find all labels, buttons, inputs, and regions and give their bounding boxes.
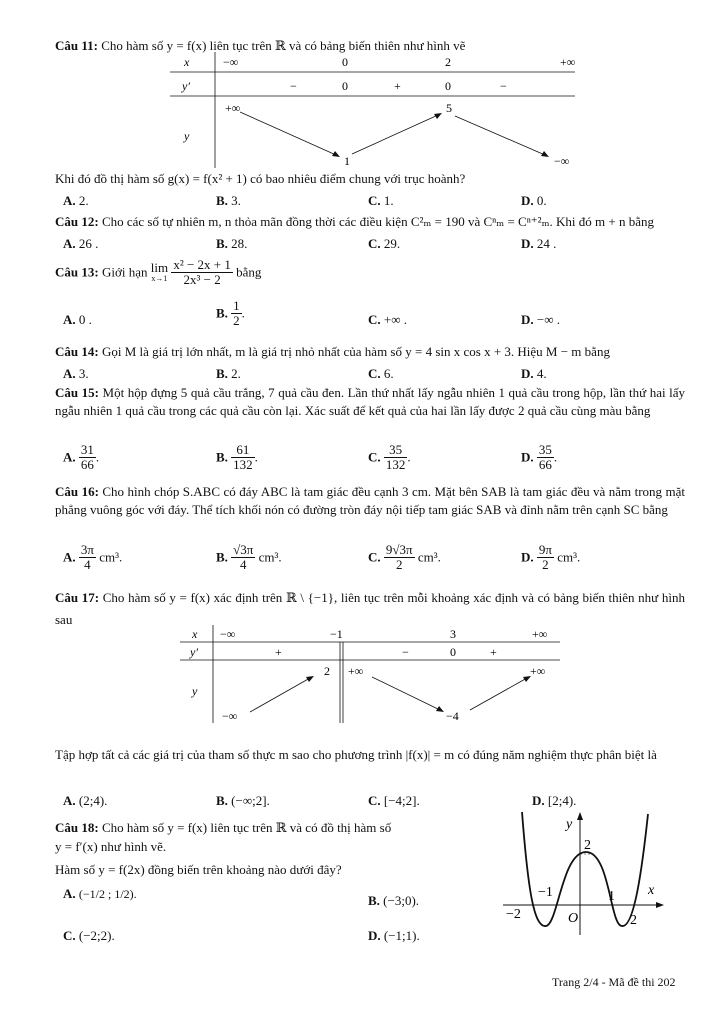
q17-x-2: −1 — [330, 627, 343, 641]
q16-option-d[interactable]: D. $\frac{9\pi}{2}$ cm³. — [521, 542, 581, 572]
q13-label: Câu 13: — [55, 264, 99, 280]
q11-y-3: 5 — [446, 101, 452, 115]
q17-row-x: x — [192, 627, 198, 641]
q15-option-d[interactable]: D. $\frac{35}{66}$ . — [521, 442, 558, 472]
q13-fraction: $\frac{\text{x² − 2x + 1}}{\text{2x³ − 2}}$ — [173, 257, 231, 287]
q18-graph-label-2b: 2 — [630, 913, 637, 928]
q11-x-2: 0 — [342, 55, 348, 69]
q18-text1: Cho hàm số y = f(x) liên tục trên ℝ và có đồ thị hàm số — [101, 820, 392, 835]
q11-row-dy: y′ — [182, 79, 190, 93]
q11-y-4: −∞ — [554, 154, 570, 168]
q13-text-pre: Giới hạn — [101, 264, 148, 280]
q11-option-a[interactable]: A. 2. — [63, 193, 89, 208]
q17-dy-2: − — [402, 645, 409, 659]
q17-dy-3: 0 — [450, 645, 456, 659]
q13-lim: lim x→1 — [150, 259, 169, 283]
q17-dy-1: + — [275, 645, 282, 659]
q17-x-4: +∞ — [532, 627, 548, 641]
q12-option-c[interactable]: C. 29. — [368, 236, 401, 251]
q18-graph-y-label: y — [566, 817, 573, 832]
q18-graph-label-2: 2 — [584, 838, 591, 853]
q18-text2: y = f′(x) như hình vẽ. — [55, 839, 167, 854]
q14-option-b[interactable]: B. 2. — [216, 366, 241, 381]
q13-option-a[interactable]: A. 0 . — [63, 312, 92, 327]
q11-text: Cho hàm số y = f(x) liên tục trên ℝ và có bảng biến thiên như hình vẽ — [101, 38, 466, 53]
q17-option-c[interactable]: C. [−4;2]. — [368, 793, 420, 808]
q12-option-b[interactable]: B. 28. — [216, 236, 248, 251]
q15-stem — [55, 384, 685, 420]
q13-stem — [55, 258, 261, 287]
q16-option-a[interactable]: A. $\frac{3\pi}{4}$ cm³. — [63, 542, 123, 572]
q17-y-2: 2 — [324, 664, 330, 678]
q18-graph-label-1: 1 — [608, 889, 615, 904]
q11-dy-3: + — [394, 79, 401, 93]
q17-label: Câu 17: — [55, 590, 100, 605]
q18-option-d[interactable]: D. (−1;1). — [368, 928, 420, 943]
q18-graph-label-neg1: −1 — [538, 885, 553, 900]
q17-row-dy: y′ — [190, 645, 198, 659]
q17-y-4: −4 — [446, 709, 459, 723]
q11-dy-5: − — [500, 79, 507, 93]
q11-question: Khi đó đồ thị hàm số g(x) = f(x² + 1) có bao nhiêu điểm chung với trục hoành? — [55, 171, 466, 186]
q15-option-b[interactable]: B. $\frac{61}{132}$ . — [216, 442, 258, 472]
q17-dy-4: + — [490, 645, 497, 659]
q11-option-b[interactable]: B. 3. — [216, 193, 241, 208]
q15-label: Câu 15: — [55, 385, 99, 400]
q12-label: Câu 12: — [55, 214, 99, 229]
q16-label: Câu 16: — [55, 484, 99, 499]
q15-option-c[interactable]: C. $\frac{35}{132}$ . — [368, 442, 411, 472]
q12-option-a[interactable]: A. 26 . — [63, 236, 99, 251]
q14-label: Câu 14: — [55, 344, 99, 359]
q11-row-y: y — [184, 129, 190, 143]
q17-row-y: y — [192, 684, 198, 698]
q11-row-x: x — [184, 55, 190, 69]
q17-text: Cho hàm số y = f(x) xác định trên ℝ \ {−1}, liên tục trên mỗi khoảng xác định và có bảng biến thiên như hình sau — [55, 590, 685, 627]
q17-x-1: −∞ — [220, 627, 236, 641]
q11-x-1: −∞ — [223, 55, 239, 69]
q11-dy-1: − — [290, 79, 297, 93]
q17-y-3: +∞ — [348, 664, 364, 678]
q17-option-b[interactable]: B. (−∞;2]. — [216, 793, 270, 808]
q13-option-b[interactable]: B. $\frac{1}{2}$ . — [216, 298, 245, 328]
q15-option-a[interactable]: A. $\frac{31}{66}$ . — [63, 442, 100, 472]
q11-y-1: +∞ — [225, 101, 241, 115]
q14-option-d[interactable]: D. 4. — [521, 366, 547, 381]
q11-x-3: 2 — [445, 55, 451, 69]
q13-option-c[interactable]: C. +∞ . — [368, 312, 407, 327]
q15-text: Một hộp đựng 5 quả cầu trắng, 7 quả cầu đen. Lần thứ nhất lấy ngẫu nhiên 1 quả cầu trong hộp, lần thứ hai lấy ngẫu nhiên 1 quả cầu trong các quả cầu còn lại. Xác suất để kết quả của hai lần lấy được 2 quả cầu cùng màu bằng — [55, 385, 686, 418]
q18-graph-label-neg2: −2 — [506, 907, 521, 922]
q11-dy-4: 0 — [445, 79, 451, 93]
q18-option-b[interactable]: B. (−3;0). — [368, 893, 420, 908]
q16-stem — [55, 483, 685, 519]
q12-option-d[interactable]: D. 24 . — [521, 236, 557, 251]
q18-option-c[interactable]: C. (−2;2). — [63, 928, 115, 943]
q12-text: Cho các số tự nhiên m, n thỏa mãn đồng thời các điều kiện C²ₘ = 190 và Cⁿₘ = Cⁿ⁺²ₘ. Khi đó m + n bằng — [101, 214, 655, 229]
q11-label: Câu 11: — [55, 38, 98, 53]
q11-x-4: +∞ — [560, 55, 576, 69]
q17-y-1: −∞ — [222, 709, 238, 723]
q17-y-5: +∞ — [530, 664, 546, 678]
q11-dy-2: 0 — [342, 79, 348, 93]
q14-option-c[interactable]: C. 6. — [368, 366, 394, 381]
q11-y-2: 1 — [344, 154, 350, 168]
q18-graph-origin: O — [568, 911, 579, 926]
q18-stem — [55, 819, 391, 837]
q16-option-b[interactable]: B. $\frac{√3\pi}{4}$ cm³. — [216, 542, 282, 572]
q18-label: Câu 18: — [55, 820, 99, 835]
q14-stem — [55, 343, 610, 361]
page-footer: Trang 2/4 - Mã đề thi 202 — [552, 975, 676, 989]
q17-option-a[interactable]: A. (2;4). — [63, 793, 108, 808]
q17-question: Tập hợp tất cả các giá trị của tham số thực m sao cho phương trình |f(x)| = m có đúng năm nghiệm thực phân biệt là — [55, 747, 657, 762]
q11-variation-table — [170, 52, 580, 170]
q13-option-d[interactable]: D. −∞ . — [521, 312, 560, 327]
q16-text: Cho hình chóp S.ABC có đáy ABC là tam giác đều cạnh 3 cm. Mặt bên SAB là tam giác đều và nằm trong mặt phẳng vuông góc với đáy. Thể tích khối nón có đường tròn đáy nội tiếp tam giác SAB và đỉnh nằm trên cạnh SC bằng — [55, 484, 686, 517]
derivative-curve — [522, 812, 648, 926]
q13-text-post: bằng — [236, 264, 262, 280]
q17-option-d[interactable]: D. [2;4). — [532, 793, 577, 808]
q16-option-c[interactable]: C. $\frac{9√3\pi}{2}$ cm³. — [368, 542, 441, 572]
q17-x-3: 3 — [450, 627, 456, 641]
q14-text: Gọi M là giá trị lớn nhất, m là giá trị nhỏ nhất của hàm số y = 4 sin x cos x + 3. Hiệu M − m bằng — [101, 344, 610, 359]
q11-option-d[interactable]: D. 0. — [521, 193, 547, 208]
q18-question: Hàm số y = f(2x) đồng biến trên khoảng nào dưới đây? — [55, 862, 342, 877]
q18-option-a[interactable]: A. (−1/2 ; 1/2). — [63, 886, 137, 902]
q14-option-a[interactable]: A. 3. — [63, 366, 89, 381]
q17-variation-table — [180, 625, 565, 725]
q12-stem — [55, 213, 654, 231]
q18-graph-x-label: x — [648, 883, 655, 898]
q18-derivative-graph — [498, 810, 668, 940]
q11-option-c[interactable]: C. 1. — [368, 193, 394, 208]
